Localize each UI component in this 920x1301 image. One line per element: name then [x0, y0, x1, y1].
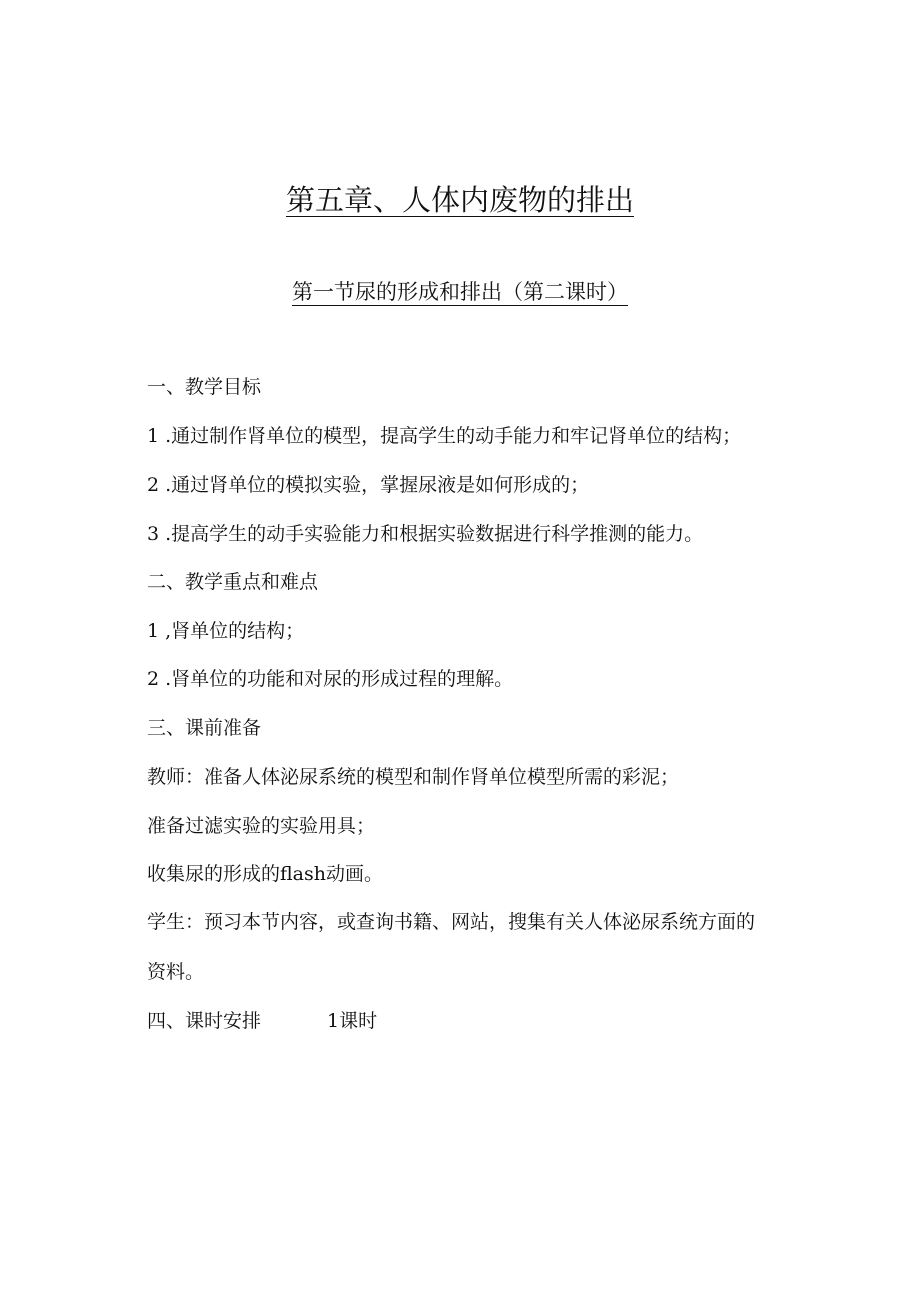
preparation-line-3: 收集尿的形成的flash动画。: [147, 863, 383, 885]
goal-item-3: 3 .提高学生的动手实验能力和根据实验数据进行科学推测的能力。: [147, 523, 704, 545]
schedule-value: 1课时: [327, 1010, 378, 1032]
section-heading-goals: 一、教学目标: [147, 376, 262, 398]
preparation-line-2: 准备过滤实验的实验用具；: [147, 815, 376, 837]
page-subtitle: [0, 276, 920, 308]
preparation-line-5: 资料。: [147, 961, 205, 983]
page-subtitle-text: 第一节尿的形成和排出（第二课时）: [292, 280, 628, 304]
section-heading-schedule: 四、课时安排: [147, 1010, 262, 1032]
section-heading-key-points: 二、教学重点和难点: [147, 571, 319, 593]
page-title: [0, 178, 920, 222]
schedule-line: [147, 1006, 377, 1036]
preparation-line-4: 学生：预习本节内容，或查询书籍、网站，搜集有关人体泌尿系统方面的: [147, 911, 756, 933]
preparation-line-1: 教师：准备人体泌尿系统的模型和制作肾单位模型所需的彩泥；: [147, 766, 680, 788]
page-title-text: 第五章、人体内废物的排出: [285, 183, 634, 217]
goal-item-2: 2 .通过肾单位的模拟实验，掌握尿液是如何形成的；: [147, 474, 590, 496]
key-point-item-2: 2 .肾单位的功能和对尿的形成过程的理解。: [147, 668, 514, 690]
goal-item-1: 1 .通过制作肾单位的模型，提高学生的动手能力和牢记肾单位的结构；: [147, 425, 742, 447]
key-point-item-1: 1 ,肾单位的结构；: [147, 620, 305, 642]
section-heading-preparation: 三、课前准备: [147, 717, 262, 739]
